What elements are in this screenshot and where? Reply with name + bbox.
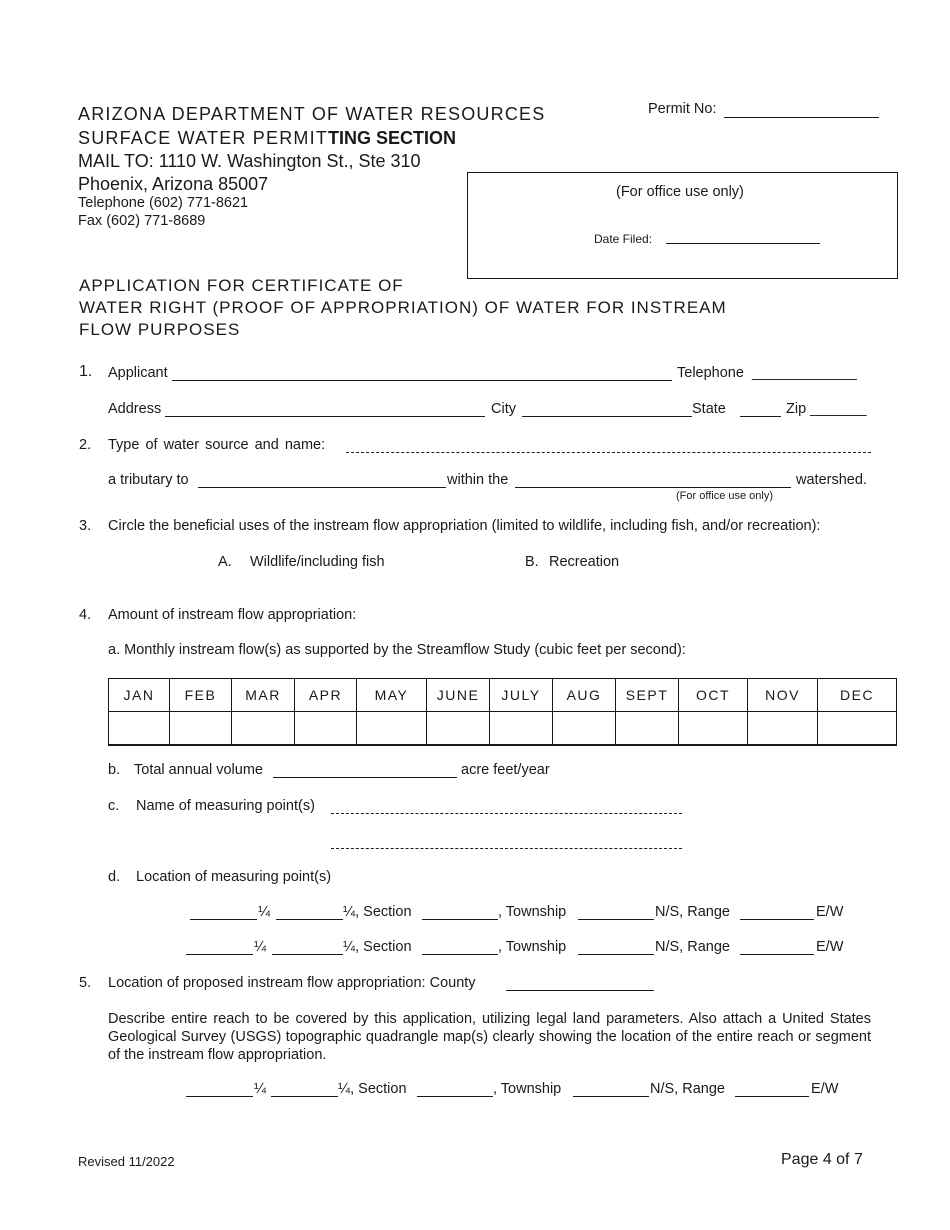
month-value-cell[interactable]: [232, 712, 295, 746]
month-value-cell[interactable]: [170, 712, 232, 746]
option-wildlife[interactable]: Wildlife/including fish: [250, 554, 385, 570]
water-source-label: Type of water source and name:: [108, 437, 326, 453]
instream-amount-label: Amount of instream flow appropriation:: [108, 607, 357, 623]
month-value-cell[interactable]: [490, 712, 553, 746]
month-header: NOV: [748, 679, 818, 712]
applicant-label: Applicant: [108, 365, 168, 381]
revised-date: Revised 11/2022: [78, 1154, 175, 1169]
month-header: FEB: [170, 679, 232, 712]
month-header: APR: [295, 679, 357, 712]
loc1-section-field[interactable]: [422, 919, 498, 920]
loc2-quarter2-field[interactable]: [272, 954, 343, 955]
telephone-field[interactable]: _____________: [752, 365, 857, 381]
city-field[interactable]: [522, 416, 692, 417]
water-source-field[interactable]: [346, 452, 871, 453]
measuring-name-label: Name of measuring point(s): [136, 798, 315, 814]
month-header-row: [109, 679, 897, 712]
month-header: JAN: [109, 679, 170, 712]
permit-no-field[interactable]: [724, 117, 879, 118]
beneficial-uses-label: Circle the beneficial uses of the instream flow appropriation (limited to wildlife, including fish, and/or recreation):: [108, 518, 821, 534]
loc2-quarter1-field[interactable]: [186, 954, 253, 955]
telephone-number: Telephone (602) 771-8621: [78, 195, 249, 211]
zip-label: Zip: [786, 401, 807, 417]
month-header: MAR: [232, 679, 295, 712]
section-name-part1: SURFACE WATER PERMIT: [78, 128, 329, 148]
month-value-cell[interactable]: [295, 712, 357, 746]
date-filed-field[interactable]: [666, 243, 820, 244]
loc1-quarter1-field[interactable]: [190, 919, 257, 920]
month-header: JULY: [490, 679, 553, 712]
form-title-line3: FLOW PURPOSES: [79, 320, 241, 339]
reach-quarter2-field[interactable]: [271, 1096, 338, 1097]
month-header: JUNE: [427, 679, 490, 712]
loc2-section-field[interactable]: [422, 954, 498, 955]
month-header: OCT: [679, 679, 748, 712]
measuring-location-letter: d.: [108, 869, 121, 885]
quarter-section-label: ¼, Section: [343, 939, 412, 955]
monthly-flow-table: [108, 678, 897, 746]
measuring-name-field-1[interactable]: [331, 813, 682, 814]
month-value-cell[interactable]: [357, 712, 427, 746]
month-header: MAY: [357, 679, 427, 712]
loc2-range-field[interactable]: [740, 954, 814, 955]
month-value-cell[interactable]: [427, 712, 490, 746]
total-volume-field[interactable]: [273, 777, 457, 778]
form-title-line1: APPLICATION FOR CERTIFICATE OF: [79, 276, 404, 295]
permit-no-label: Permit No:: [648, 101, 717, 117]
zip-field[interactable]: _______: [810, 401, 867, 417]
q3-number: 3.: [79, 518, 92, 534]
option-b-letter: B.: [525, 554, 539, 570]
month-value-cell[interactable]: [616, 712, 679, 746]
reach-section-field[interactable]: [417, 1096, 493, 1097]
reach-quarter1-field[interactable]: [186, 1096, 253, 1097]
ew-label: E/W: [811, 1081, 839, 1097]
section-name-part2: TING SECTION: [328, 128, 457, 148]
reach-township-field[interactable]: [573, 1096, 649, 1097]
month-header: AUG: [553, 679, 616, 712]
loc2-township-field[interactable]: [578, 954, 654, 955]
ew-label: E/W: [816, 904, 844, 920]
state-field[interactable]: [740, 416, 781, 417]
ns-range-label: N/S, Range: [650, 1081, 725, 1097]
measuring-name-letter: c.: [108, 798, 120, 814]
county-field[interactable]: [506, 990, 654, 991]
township-label: , Township: [498, 939, 567, 955]
city-state: Phoenix, Arizona 85007: [78, 174, 269, 194]
date-filed-label: Date Filed:: [594, 232, 653, 246]
quarter-label: ¼: [254, 1081, 267, 1097]
county-label: Location of proposed instream flow appropriation: County: [108, 975, 476, 991]
mail-to-address: MAIL TO: 1110 W. Washington St., Ste 310: [78, 151, 421, 171]
within-label: within the: [447, 472, 509, 488]
township-label: , Township: [498, 904, 567, 920]
option-a-letter: A.: [218, 554, 232, 570]
telephone-label: Telephone: [677, 365, 744, 381]
applicant-field[interactable]: [172, 380, 672, 381]
month-header: DEC: [818, 679, 897, 712]
measuring-location-label: Location of measuring point(s): [136, 869, 332, 885]
quarter-label: ¼: [258, 904, 271, 920]
loc1-quarter2-field[interactable]: [276, 919, 343, 920]
watershed-field[interactable]: [515, 487, 791, 488]
quarter-label: ¼: [254, 939, 267, 955]
reach-description: Describe entire reach to be covered by this application, utilizing legal land parameters. Also attach a United States Geological Survey (USGS) topographic quadrangle map(s) clearly showing the location of the entire reach or segment of the instream flow appropriation.: [108, 1011, 871, 1063]
measuring-name-field-2[interactable]: [331, 848, 682, 849]
township-label: , Township: [493, 1081, 562, 1097]
agency-name: ARIZONA DEPARTMENT OF WATER RESOURCES: [78, 104, 546, 124]
total-volume-unit: acre feet/year: [461, 762, 550, 778]
ew-label: E/W: [816, 939, 844, 955]
ns-range-label: N/S, Range: [655, 904, 730, 920]
month-header: SEPT: [616, 679, 679, 712]
total-volume-letter: b.: [108, 762, 121, 778]
ns-range-label: N/S, Range: [655, 939, 730, 955]
watershed-label: watershed.: [796, 472, 867, 488]
month-value-cell[interactable]: [109, 712, 170, 746]
address-field[interactable]: [165, 416, 485, 417]
monthly-flow-label: a. Monthly instream flow(s) as supported by the Streamflow Study (cubic feet per second):: [108, 642, 686, 658]
form-title-line2: WATER RIGHT (PROOF OF APPROPRIATION) OF WATER FOR INSTREAM: [79, 298, 727, 317]
tributary-field[interactable]: [198, 487, 446, 488]
month-value-cell[interactable]: [818, 712, 897, 746]
q4-number: 4.: [79, 607, 92, 623]
total-volume-label: Total annual volume: [134, 762, 263, 778]
tributary-label: a tributary to: [108, 472, 189, 488]
loc1-range-field[interactable]: [740, 919, 814, 920]
fax-number: Fax (602) 771-8689: [78, 213, 206, 229]
monthly-values-row: [109, 712, 897, 746]
address-label: Address: [108, 401, 162, 417]
state-label: State: [692, 401, 726, 417]
loc1-township-field[interactable]: [578, 919, 654, 920]
office-use-label: (For office use only): [616, 184, 744, 200]
office-use-note: (For office use only): [676, 490, 774, 502]
quarter-section-label: ¼, Section: [338, 1081, 407, 1097]
quarter-section-label: ¼, Section: [343, 904, 412, 920]
page-number: Page 4 of 7: [781, 1151, 863, 1168]
city-label: City: [491, 401, 516, 417]
month-value-cell[interactable]: [553, 712, 616, 746]
q1-number: 1.: [79, 363, 93, 380]
month-value-cell[interactable]: [679, 712, 748, 746]
section-name: [78, 128, 456, 149]
month-value-cell[interactable]: [748, 712, 818, 746]
q5-number: 5.: [79, 975, 92, 991]
option-recreation[interactable]: Recreation: [549, 554, 620, 570]
reach-range-field[interactable]: [735, 1096, 809, 1097]
q2-number: 2.: [79, 437, 92, 453]
